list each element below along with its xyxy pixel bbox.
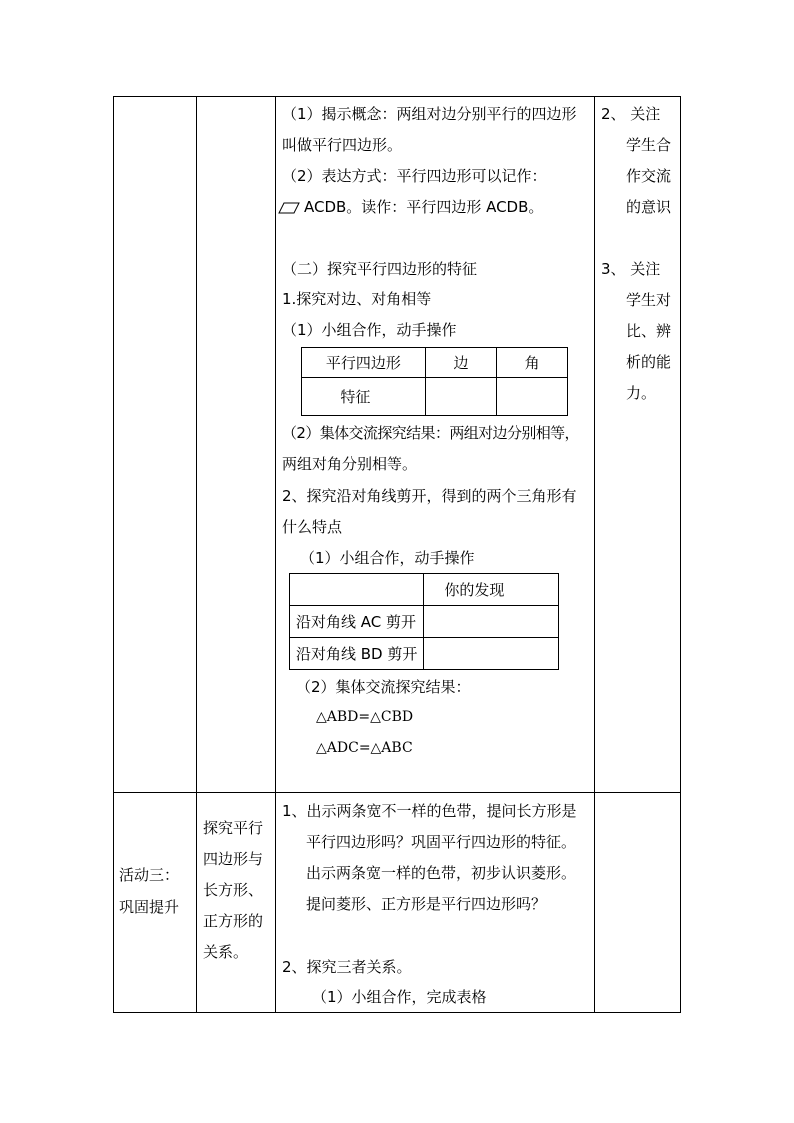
table-right-border <box>680 96 681 1013</box>
goal-2-line-3: 作交流 <box>626 167 672 185</box>
table-cell <box>497 378 568 416</box>
subsection-1-step-2-line-1: （2）集体交流探究结果：两组对边分别相等， <box>282 424 579 442</box>
activity-3-goal-line-1: 探究平行 <box>203 819 264 837</box>
activity-3-step-1-line-4: 提问菱形、正方形是平行四边形吗？ <box>306 895 547 913</box>
table-cell <box>424 606 559 638</box>
goal-3-line-2: 学生对 <box>626 291 672 309</box>
activity-3-label-line-1: 活动三： <box>119 866 180 884</box>
subsection-2-step-2: （2）集体交流探究结果： <box>296 678 471 696</box>
goal-2-line-2: 学生合 <box>626 136 672 154</box>
table-col-divider-2 <box>275 96 276 1013</box>
activity-3-label-line-2: 巩固提升 <box>119 898 180 916</box>
activity-3-goal-line-5: 关系。 <box>203 943 249 961</box>
table-row <box>302 378 568 416</box>
table-row <box>290 574 559 606</box>
activity-3-step-2-sub-1: （1）小组合作，完成表格 <box>312 988 487 1006</box>
concept-line-2: 叫做平行四边形。 <box>282 136 403 154</box>
goal-3-line-3: 比、辨 <box>626 322 672 340</box>
table-row <box>290 638 559 670</box>
table-cell: 沿对角线 BD 剪开 <box>290 638 424 670</box>
goal-2-line-1: 2、 关注 <box>601 105 661 123</box>
section-2-title: （二）探究平行四边形的特征 <box>282 260 478 278</box>
table-row <box>302 348 568 378</box>
activity-3-step-1-line-2: 平行四边形吗？巩固平行四边形的特征。 <box>306 833 577 851</box>
goal-3-line-4: 析的能 <box>626 353 672 371</box>
table-header-cell: 你的发现 <box>424 574 559 606</box>
table-cell: 特征 <box>302 378 426 416</box>
activity-3-step-1-line-3: 出示两条宽一样的色带，初步认识菱形。 <box>306 864 577 882</box>
goal-3-line-5: 力。 <box>626 384 657 402</box>
table-bottom-border <box>113 1012 681 1013</box>
subsection-2-title-line-1: 2、探究沿对角线剪开，得到的两个三角形有 <box>282 487 577 505</box>
activity-3-goal-line-2: 四边形与 <box>203 850 264 868</box>
notation-line-1: （2）表达方式：平行四边形可以记作： <box>282 167 547 185</box>
table-header-cell: 平行四边形 <box>302 348 426 378</box>
subsection-2-step-1: （1）小组合作，动手操作 <box>300 549 475 567</box>
subsection-1-title: 1.探究对边、对角相等 <box>282 290 432 308</box>
goal-2-line-4: 的意识 <box>626 198 672 216</box>
table-left-border <box>113 96 114 1013</box>
features-table <box>301 347 568 416</box>
activity-3-step-2-title: 2、探究三者关系。 <box>282 958 412 976</box>
table-top-border <box>113 96 681 97</box>
table-col-divider-1 <box>196 96 197 1013</box>
activity-3-goal-line-3: 长方形、 <box>203 881 264 899</box>
equation-2: △ADC=△ABC <box>316 740 413 756</box>
table-row <box>290 606 559 638</box>
subsection-1-step-2-line-2: 两组对角分别相等。 <box>282 455 418 473</box>
subsection-1-step-1: （1）小组合作，动手操作 <box>282 321 457 339</box>
table-cell: 沿对角线 AC 剪开 <box>290 606 424 638</box>
concept-line-1: （1）揭示概念：两组对边分别平行的四边形 <box>282 105 577 123</box>
table-cell <box>425 378 497 416</box>
table-row-divider <box>113 792 681 793</box>
activity-3-goal-line-4: 正方形的 <box>203 912 264 930</box>
parallelogram-icon <box>278 202 300 214</box>
equation-1: △ABD=△CBD <box>316 709 414 725</box>
table-cell <box>290 574 424 606</box>
discovery-table <box>289 573 559 670</box>
subsection-2-title-line-2: 什么特点 <box>282 518 343 536</box>
table-col-divider-3 <box>594 96 595 1013</box>
table-header-cell: 角 <box>497 348 568 378</box>
table-header-cell: 边 <box>425 348 497 378</box>
activity-3-step-1-line-1: 1、出示两条宽不一样的色带，提问长方形是 <box>282 802 577 820</box>
goal-3-line-1: 3、 关注 <box>601 260 661 278</box>
table-cell <box>424 638 559 670</box>
notation-line-2: ACDB。读作：平行四边形 ACDB。 <box>304 198 544 216</box>
